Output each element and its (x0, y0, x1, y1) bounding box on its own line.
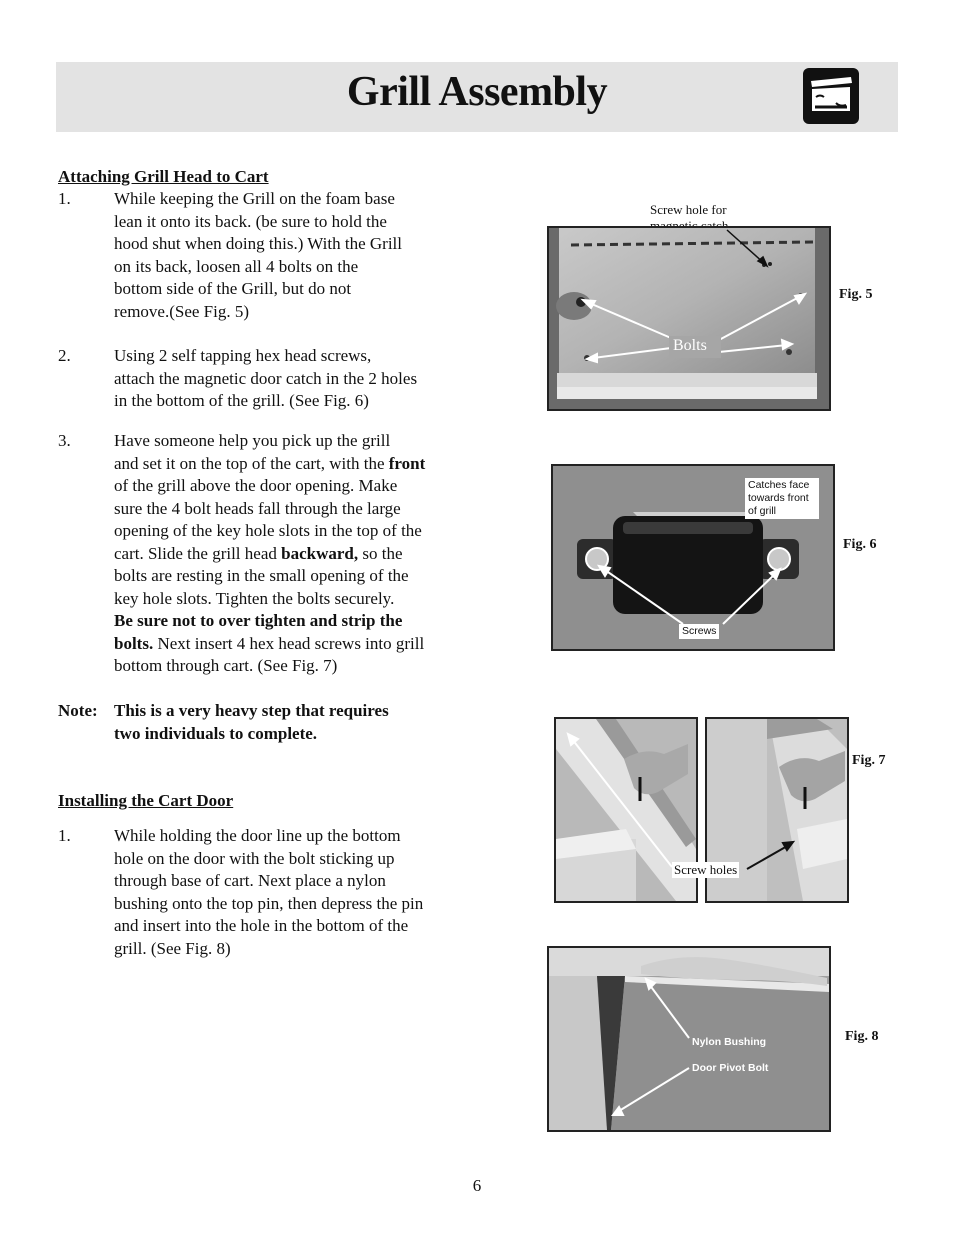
text-run: and set it on the top of the cart, with the (114, 453, 389, 473)
page-number: 6 (472, 1176, 482, 1195)
fig8-photo (547, 946, 831, 1132)
fig5-illustration (549, 228, 829, 409)
step-line: bottom side of the Grill, but do not (114, 279, 352, 298)
fig5-photo (547, 226, 831, 411)
step-number: 1. (58, 826, 71, 845)
step-line: While holding the door line up the bottom (114, 826, 401, 845)
text-run: cart. Slide the grill head (114, 543, 282, 563)
callout-line: Screw hole for (650, 202, 727, 217)
step-line-bold: Be sure not to over tighten and strip the (114, 611, 403, 630)
step-text (114, 430, 494, 678)
step-line (114, 633, 494, 656)
section-heading-door: Installing the Cart Door (58, 791, 234, 810)
step-line: hole on the door with the bolt sticking up (114, 848, 395, 868)
step-line: Using 2 self tapping hex head screws, (114, 346, 372, 365)
step-text (114, 825, 423, 960)
callout-line: towards front (748, 492, 809, 504)
fig7-label: Fig. 7 (852, 753, 886, 768)
step-2 (58, 345, 478, 415)
step-line: attach the magnetic door catch in the 2 holes (114, 368, 418, 388)
step-line: key hole slots. Tighten the bolts securely. (114, 588, 395, 608)
callout-line: of grill (748, 505, 777, 517)
page-header (56, 62, 898, 132)
door-step-1 (58, 825, 478, 965)
page-title: Grill Assembly (346, 69, 608, 115)
step-line: on its back, loosen all 4 bolts on the (114, 256, 359, 276)
fig7-screw-holes-label: Screw holes (674, 862, 738, 877)
fig6-photo (551, 464, 835, 651)
fig5-label: Fig. 5 (839, 287, 873, 302)
fig6-label: Fig. 6 (843, 537, 877, 552)
fig8-nylon-bushing-label: Nylon Bushing (692, 1036, 767, 1048)
note-label: Note: (58, 701, 98, 720)
fig6-catch-callout (745, 478, 819, 519)
note-text (114, 700, 389, 745)
step-line: bottom through cart. (See Fig. 7) (114, 656, 338, 675)
step-line: hood shut when doing this.) With the Grill (114, 234, 402, 253)
step-line: While keeping the Grill on the foam base (114, 189, 395, 208)
fig8-pivot-bolt-label: Door Pivot Bolt (692, 1062, 769, 1074)
step-line: opening of the key hole slots in the top of the (114, 521, 422, 540)
text-run-bold: front (388, 453, 426, 473)
text-run: Next insert 4 hex head screws into grill (153, 633, 425, 653)
fig8-illustration (549, 948, 829, 1130)
step-line: bolts are resting in the small opening of the (114, 566, 409, 585)
step-line: bushing onto the top pin, then depress the pin (114, 893, 424, 913)
text-run: so the (358, 543, 403, 563)
step-line (114, 543, 494, 566)
callout-line: Catches face (748, 479, 810, 491)
step-text (114, 345, 417, 413)
note-line: This is a very heavy step that requires (114, 701, 389, 720)
note-block (58, 700, 478, 750)
step-number: 1. (58, 189, 71, 208)
step-line: remove.(See Fig. 5) (114, 301, 250, 321)
fig5-bolts-label: Bolts (673, 337, 707, 354)
text-run-bold: bolts. (114, 633, 154, 653)
note-line: two individuals to complete. (114, 723, 318, 743)
grill-icon (802, 67, 860, 125)
step-line: and insert into the hole in the bottom of the (114, 916, 409, 935)
step-line: in the bottom of the grill. (See Fig. 6) (114, 391, 369, 410)
step-line: lean it onto its back. (be sure to hold the (114, 211, 387, 231)
step-text (114, 188, 402, 323)
fig8-label: Fig. 8 (845, 1029, 879, 1044)
section-heading-attach: Attaching Grill Head to Cart (58, 167, 269, 186)
step-1 (58, 188, 478, 328)
step-line: Have someone help you pick up the grill (114, 431, 391, 450)
step-3 (58, 430, 488, 680)
step-line: of the grill above the door opening. Make (114, 476, 398, 495)
step-line: sure the 4 bolt heads fall through the large (114, 498, 401, 518)
step-line (114, 453, 494, 476)
fig6-screws-label: Screws (679, 624, 719, 639)
text-run-bold: backward, (281, 543, 359, 563)
step-number: 2. (58, 346, 71, 365)
step-line: through base of cart. Next place a nylon (114, 871, 386, 890)
step-number: 3. (58, 431, 71, 450)
step-line: grill. (See Fig. 8) (114, 938, 231, 958)
